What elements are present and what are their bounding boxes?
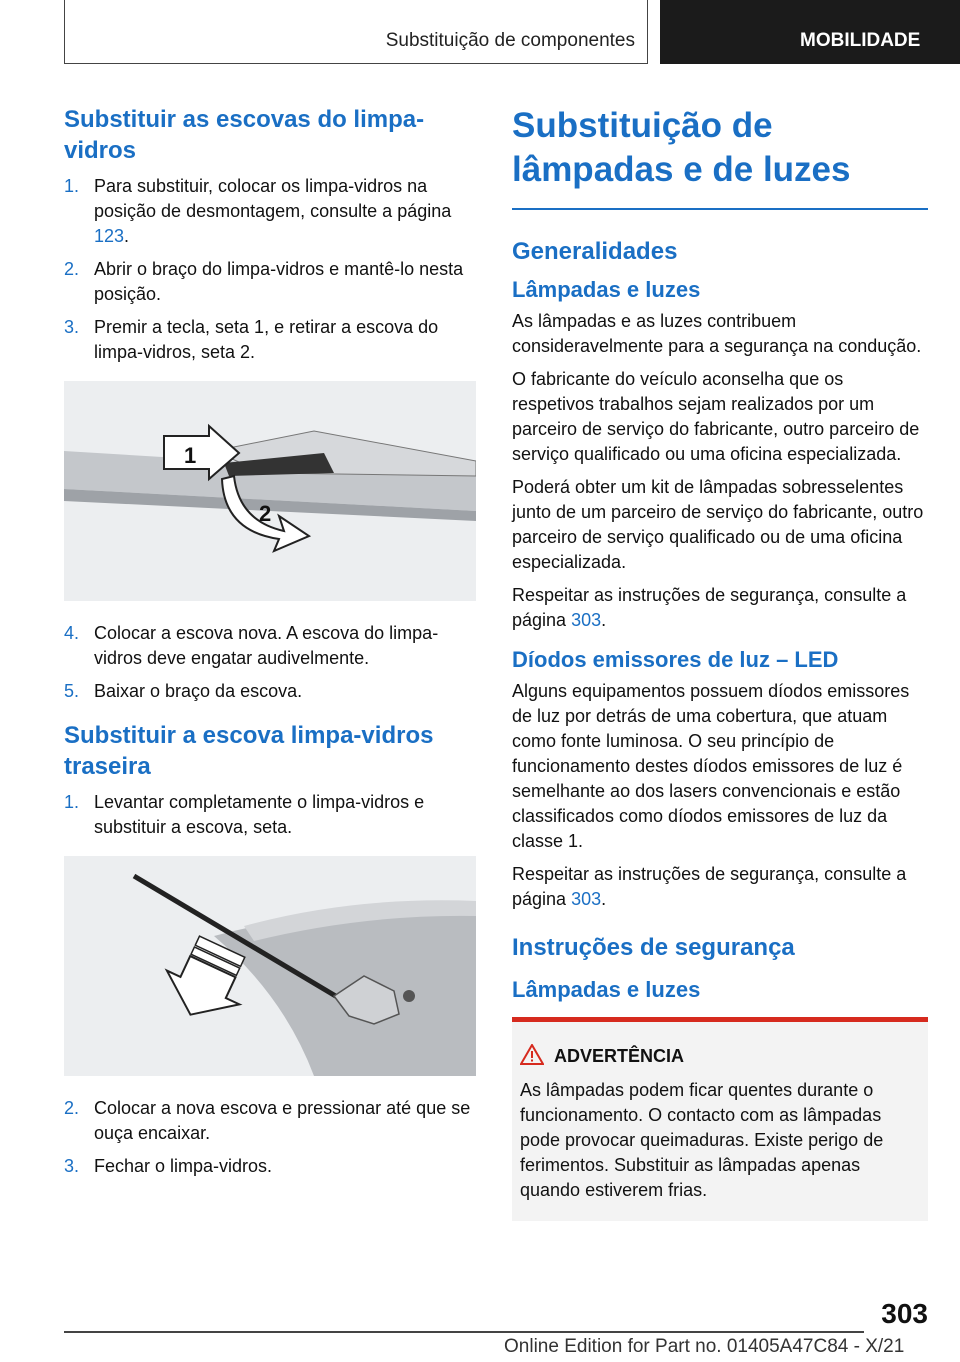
ref-text: Respeitar as instruções de segurança, consulte a página (512, 584, 907, 630)
rear-steps-list-a (64, 790, 476, 840)
rear-wiper-illustration (64, 856, 476, 1076)
step-text: Fechar o limpa-vidros. (94, 1156, 273, 1176)
step-text: Abrir o braço do limpa-vidros e mantê-lo nesta posição. (94, 259, 464, 304)
warning-header (520, 1044, 920, 1070)
paragraph: O fabricante do veículo aconselha que os respetivos trabalhos sejam realizados por um parceiro de serviço do fabricante, outro parceiro de serviço qualificado ou uma oficina especializada. (512, 368, 920, 464)
step-text: Colocar a nova escova e pressionar até que se ouça encaixar. (94, 1098, 471, 1143)
list-item (64, 1154, 476, 1179)
list-item (64, 257, 476, 307)
step-number: 2. (64, 1098, 80, 1118)
footer-rule (64, 1331, 864, 1333)
step-number: 1. (64, 792, 80, 812)
header-section-box (64, 0, 648, 64)
step-tail: . (124, 226, 130, 246)
heading-lamp-replacement: Substituição de lâmpadas e de luzes (512, 106, 851, 189)
step-text: Levantar completamente o limpa-vidros e substituir a escova, seta. (94, 792, 425, 837)
paragraph-safety-ref: Respeitar as instruções de segurança, consulte a página 303. (512, 863, 907, 909)
paragraph: Poderá obter um kit de lâmpadas sobresselentes junto de um parceiro de serviço do fabricante, outro parceiro de serviço qualificado ou de uma oficina especializada. (512, 476, 924, 572)
step-number: 1. (64, 176, 80, 196)
warning-box (512, 1017, 928, 1221)
list-item (64, 790, 476, 840)
heading-lamps-lights-2: Lâmpadas e luzes (512, 976, 701, 1002)
heading-led: Díodos emissores de luz – LED (512, 646, 839, 672)
list-item (64, 1096, 476, 1146)
heading-rule (512, 208, 928, 210)
page-link[interactable]: 303 (571, 609, 602, 630)
step-text: Colocar a escova nova. A escova do limpa-vidros deve engatar audivelmente. (94, 623, 439, 668)
paragraph-safety-ref: Respeitar as instruções de segurança, consulte a página 303. (512, 584, 907, 630)
page-link[interactable]: 303 (571, 888, 602, 909)
header-chapter-tab[interactable] (660, 0, 960, 64)
step-number: 5. (64, 681, 80, 701)
list-item (64, 679, 476, 704)
page-link[interactable]: 123 (94, 226, 125, 246)
warning-title: ADVERTÊNCIA (554, 1046, 685, 1066)
page-number: 303 (881, 1298, 928, 1329)
step-number: 3. (64, 317, 80, 337)
paragraph: As lâmpadas e as luzes contribuem consideravelmente para a segurança na condução. (512, 310, 922, 356)
warning-triangle-icon (520, 1044, 544, 1070)
list-item (64, 621, 476, 671)
header-section-title: Substituição de componentes (385, 30, 635, 51)
heading-lamps-lights: Lâmpadas e luzes (512, 276, 701, 302)
warning-text: As lâmpadas podem ficar quentes durante o funcionamento. O contacto com as lâmpadas pode provocar queimaduras. Existe perigo de ferimentos. Substituir as lâmpadas apenas quando estiverem frias. (520, 1079, 884, 1200)
front-steps-list-b (64, 621, 476, 704)
right-column (512, 104, 928, 1221)
front-wiper-illustration (64, 381, 476, 601)
left-column (64, 104, 476, 1187)
list-item (64, 174, 476, 249)
ref-text: Respeitar as instruções de segurança, consulte a página (512, 863, 907, 909)
step-number: 4. (64, 623, 80, 643)
step-text: Baixar o braço da escova. (94, 681, 303, 701)
step-number: 2. (64, 259, 80, 279)
heading-safety: Instruções de segurança (512, 933, 795, 961)
header-chapter-title: MOBILIDADE (800, 30, 921, 51)
rear-steps-list-b (64, 1096, 476, 1179)
arrow-label-2: 2 (259, 501, 272, 526)
footer-edition: Online Edition for Part no. 01405A47C84 - X/21 (504, 1336, 905, 1357)
arrow-label-1: 1 (184, 443, 197, 468)
step-text: Premir a tecla, seta 1, e retirar a escova do limpa-vidros, seta 2. (94, 317, 439, 362)
front-steps-list-a (64, 174, 476, 365)
paragraph: Alguns equipamentos possuem díodos emissores de luz por detrás de uma cobertura, que atuam como fonte luminosa. O seu princípio de funcionamento destes díodos emissores de luz é semelhante ao dos lasers convencionais e estão classificados como díodos emissores de luz da classe 1. (512, 680, 910, 851)
step-text: Para substituir, colocar os limpa-vidros na posição de desmontagem, consulte a página (94, 176, 452, 221)
step-number: 3. (64, 1156, 80, 1176)
heading-general: Generalidades (512, 237, 678, 265)
list-item (64, 315, 476, 365)
heading-front-wipers: Substituir as escovas do limpa-vidros (64, 106, 425, 164)
heading-rear-wiper: Substituir a escova limpa-vidros traseira (64, 722, 434, 780)
